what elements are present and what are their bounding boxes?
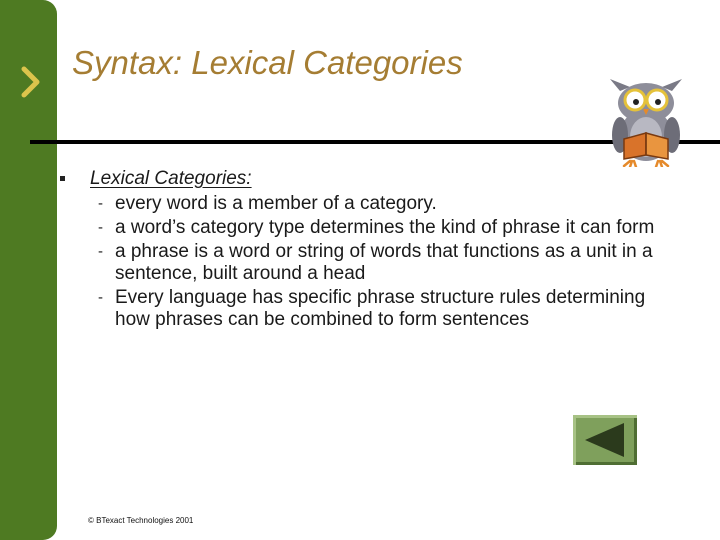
list-item-text: Every language has specific phrase structure rules determining how phrases can be combined to form sentences: [115, 287, 646, 330]
list-item: [98, 241, 668, 285]
owl-reading-book-icon: [602, 77, 690, 167]
dash-bullet-icon: -: [98, 195, 103, 212]
list-item-text: a phrase is a word or string of words that functions as a unit in a sentence, built around a head: [115, 241, 653, 284]
list-item-text: a word’s category type determines the kind of phrase it can form: [115, 217, 655, 238]
dash-bullet-icon: -: [98, 243, 103, 260]
chevron-right-icon: [20, 66, 42, 98]
list-item: [98, 193, 668, 215]
sub-bullet-list: [98, 193, 668, 333]
list-item: [98, 217, 668, 239]
triangle-left-icon: [573, 415, 637, 465]
dash-bullet-icon: -: [98, 219, 103, 236]
square-bullet-icon: [60, 176, 65, 181]
dash-bullet-icon: -: [98, 289, 103, 306]
back-nav-button[interactable]: [573, 415, 637, 465]
slide-title: Syntax: Lexical Categories: [72, 44, 463, 81]
copyright-footer: © BTexact Technologies 2001: [88, 516, 194, 525]
bullet-heading: Lexical Categories:: [90, 168, 252, 189]
list-item-text: every word is a member of a category.: [115, 193, 437, 214]
list-item: [98, 287, 668, 331]
